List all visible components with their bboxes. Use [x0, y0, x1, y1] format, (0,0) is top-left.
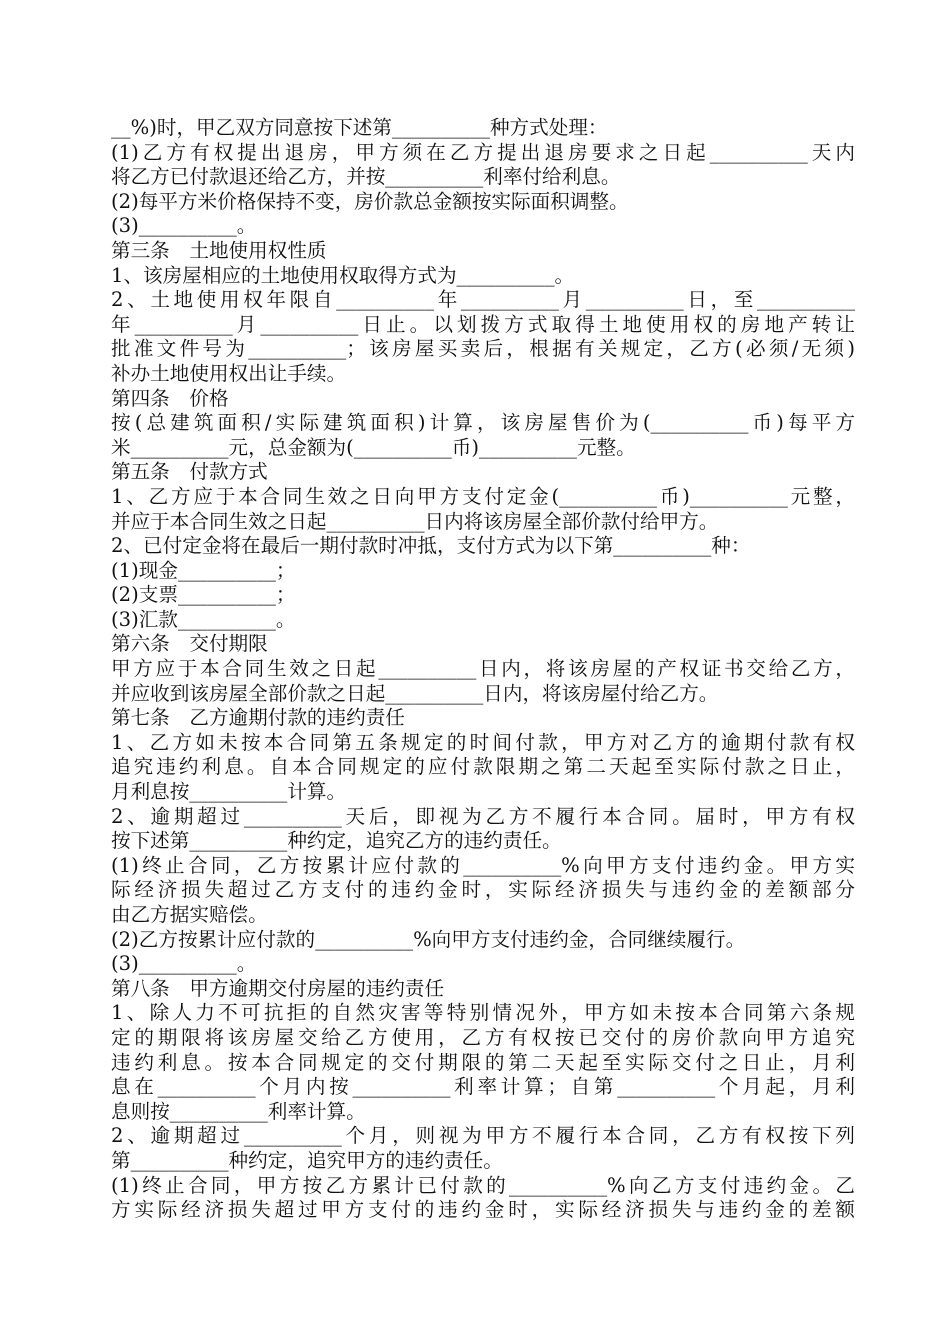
document-line: 2、土地使用权年限自__________年__________月__________日，至__________ — [111, 288, 855, 312]
document-line: 将乙方已付款退还给乙方，并按__________利率付给利息。 — [111, 165, 621, 189]
document-line: (1)现金__________； — [111, 558, 296, 582]
document-line: 际经济损失超过乙方支付的违约金时，实际经济损失与违约金的差额部分 — [111, 878, 855, 902]
document-line: 息则按__________利率计算。 — [111, 1099, 366, 1123]
document-line: 2、逾期超过__________个月，则视为甲方不履行本合同，乙方有权按下列 — [111, 1124, 855, 1148]
document-line: 由乙方据实赔偿。 — [111, 903, 268, 926]
document-line: 1、乙方应于本合同生效之日向甲方支付定金(__________币)__________元整， — [111, 484, 855, 508]
document-line: 1、乙方如未按本合同第五条规定的时间付款，甲方对乙方的逾期付款有权 — [111, 730, 855, 754]
document-line: (3)汇款__________。 — [111, 607, 296, 631]
document-line: 2、逾期超过__________天后，即视为乙方不履行本合同。届时，甲方有权 — [111, 804, 855, 828]
document-line: 1、除人力不可抗拒的自然灾害等特别情况外，甲方如未按本合同第六条规 — [111, 1001, 855, 1025]
document-line: (2)支票__________； — [111, 583, 296, 607]
document-line: __%)时，甲乙双方同意按下述第__________种方式处理： — [111, 116, 608, 139]
document-line: 并应收到该房屋全部价款之日起__________日内，将该房屋付给乙方。 — [111, 681, 719, 705]
document-line: 并应于本合同生效之日起__________日内将该房屋全部价款付给甲方。 — [111, 509, 719, 533]
document-line: 第五条 付款方式 — [111, 460, 268, 484]
document-line: 第八条 甲方逾期交付房屋的违约责任 — [111, 976, 445, 1000]
document-line: 批准文件号为__________；该房屋买卖后，根据有关规定，乙方(必须/无须) — [111, 337, 855, 361]
document-line: 按下述第__________种约定，追究乙方的违约责任。 — [111, 829, 562, 853]
document-line: (2)每平方米价格保持不变，房价款总金额按实际面积调整。 — [111, 189, 629, 213]
document-line: 按(总建筑面积/实际建筑面积)计算，该房屋售价为(__________币)每平方 — [111, 411, 855, 435]
document-line: 第四条 价格 — [111, 386, 229, 410]
document-line: 补办土地使用权出让手续。 — [111, 361, 347, 385]
document-line: 甲方应于本合同生效之日起__________日内，将该房屋的产权证书交给乙方， — [111, 657, 855, 681]
document-line: 年__________月__________日止。以划拨方式取得土地使用权的房地产转让 — [111, 312, 855, 336]
document-line: (1)终止合同，乙方按累计应付款的__________%向甲方支付违约金。甲方实 — [111, 853, 855, 877]
document-line: 追究违约利息。自本合同规定的应付款限期之第二天起至实际付款之日止， — [111, 755, 855, 779]
contract-document-body — [111, 116, 855, 1223]
document-line: 定的期限将该房屋交给乙方使用，乙方有权按已交付的房价款向甲方追究 — [111, 1025, 855, 1049]
document-line: 第七条 乙方逾期付款的违约责任 — [111, 706, 405, 730]
document-line: 第六条 交付期限 — [111, 632, 268, 656]
document-line: (3)__________。 — [111, 952, 257, 976]
document-line: 2、已付定金将在最后一期付款时冲抵，支付方式为以下第__________种： — [111, 534, 751, 558]
document-line: (3)__________。 — [111, 214, 257, 238]
document-line: 方实际经济损失超过甲方支付的违约金时，实际经济损失与违约金的差额 — [111, 1198, 855, 1222]
document-line: 第__________种约定，追究甲方的违约责任。 — [111, 1148, 503, 1172]
document-line: (1)乙方有权提出退房，甲方须在乙方提出退房要求之日起__________天内 — [111, 140, 855, 164]
document-line: 米__________元，总金额为(__________币)__________元整。 — [111, 435, 636, 459]
document-line: 月利息按__________计算。 — [111, 780, 347, 804]
document-line: (2)乙方按累计应付款的__________%向甲方支付违约金，合同继续履行。 — [111, 927, 746, 951]
document-line: 1、该房屋相应的土地使用权取得方式为__________。 — [111, 263, 575, 287]
document-line: 违约利息。按本合同规定的交付期限的第二天起至实际交付之日止，月利 — [111, 1050, 855, 1074]
document-line: 息在__________个月内按__________利率计算；自第__________个月起，月利 — [111, 1075, 855, 1099]
document-line: 第三条 土地使用权性质 — [111, 238, 327, 262]
document-line: (1)终止合同，甲方按乙方累计已付款的__________%向乙方支付违约金。乙 — [111, 1173, 855, 1197]
